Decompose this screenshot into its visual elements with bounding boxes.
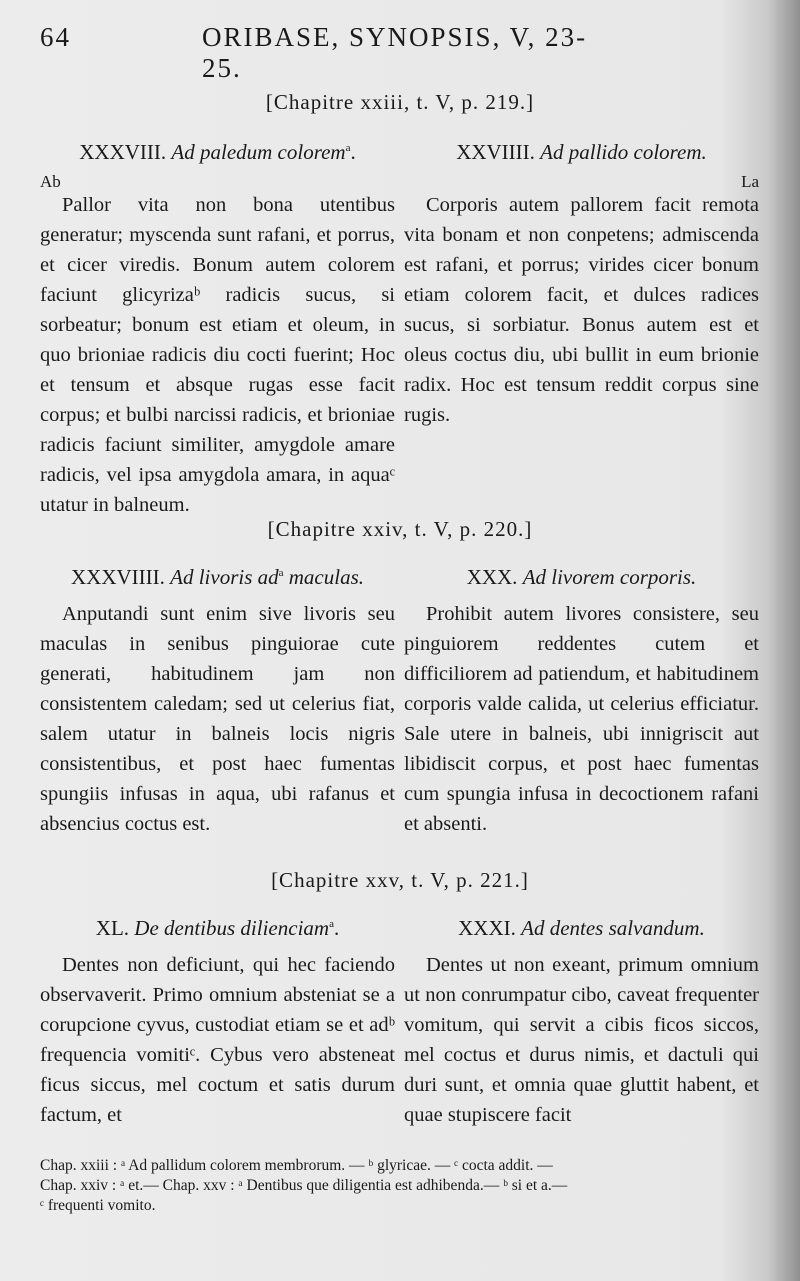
section-title: Ad pallido colorem.: [540, 140, 707, 164]
paragraph: Dentes non deficiunt, qui hec faciendo observaverit. Primo omnium absteniat se a corupcione cyvus, custodiat etiam se et adᵇ frequencia vomitiᶜ. Cybus vero absteneat ficus siccus, mel coctum et satis durum factum, et: [40, 954, 395, 1126]
footnote-line: Chap. xxiii : ᵃ Ad pallidum colorem membrorum. — ᵇ glyricae. — ᶜ cocta addit. —: [40, 1157, 553, 1174]
latin-column-left: [40, 914, 395, 1130]
section-heading: [40, 914, 395, 942]
section-number: XXXVIIII.: [70, 565, 165, 589]
latin-column-left: [40, 138, 395, 520]
latin-column-left: [40, 563, 395, 839]
paragraph: Corporis autem pallorem facit remota vita bonam et non conpetens; admiscenda est rafani, et porrus; virides cicer bonum etiam colorem facit, et dulces radices sucus, si sorbiatur. Bonus autem est et oleus coctus diu, ubi bullit in eum brionie radix. Hoc est tensum reddit corpus sine rugis.: [404, 194, 759, 426]
footnote-marker: a: [278, 567, 284, 579]
chapter-heading: [Chapitre xxiii, t. V, p. 219.]: [265, 90, 535, 114]
section-title-end: .: [333, 916, 340, 940]
manuscript-siglum: Ab: [40, 172, 61, 191]
section-heading: [404, 138, 759, 166]
section-heading: [404, 563, 759, 591]
paragraph: Prohibit autem livores consistere, seu pinguiorem reddentes cutem et difficiliorem ad patiendum, et habitudinem corporis valde calida, ut celerius efficiatur. Sale utere in balneis, ubi innigriscit aut libidiscit corpus, et post haec fumentas cum spungia infusa in decoctionem rafani et absenti.: [404, 603, 759, 835]
paragraph: Dentes ut non exeant, primum omnium ut non conrumpatur cibo, caveat frequenter vomitum, qui servit a cibis ficos siccos, mel coctus et durus nimis, et dactuli qui duri sunt, et omnia quae gluttit habent, et quae stupiscere facit: [404, 954, 759, 1126]
section-title: Ad dentes salvandum.: [521, 916, 705, 940]
section-title: Ad livorem corporis.: [522, 565, 697, 589]
paragraph: Anputandi sunt enim sive livoris seu maculas in senibus pinguiorae cute generati, habitudinem jam non consistentem caledam; sed ut celerius fiat, salem utatur in balneis locis nigris consistentibus, et post haec fumentas spungiis infusas in aqua, ubi rafanus et absencius coctus est.: [40, 603, 395, 835]
latin-column-right: [404, 138, 759, 430]
paragraph: Pallor vita non bona utentibus generatur; myscenda sunt rafani, et porrus, et cicer viredis. Bonum autem colorem faciunt glicyrizaᵇ radicis sucus, si sorbeatur; bonum est etiam et oleum, in quo brioniae radicis diu cocti fuerint; Hoc et tensum et absque rugas esse facit corpus; et bulbi narcissi radicis, et brioniae radicis faciunt similiter, amygdole amare radicis, vel ipsa amygdola amara, in aquaᶜ utatur in balneum.: [40, 194, 395, 516]
latin-column-right: [404, 914, 759, 1130]
footnote-marker: a: [345, 142, 351, 154]
section-number: XL.: [95, 916, 130, 940]
latin-column-right: [404, 563, 759, 839]
page-number: 64: [40, 22, 71, 52]
running-head: [40, 22, 600, 83]
section-title: Ad paledum colorem: [171, 140, 346, 164]
section-number: XXVIIII.: [456, 140, 535, 164]
section-heading: [40, 138, 395, 166]
manuscript-siglum: La: [741, 172, 759, 191]
section-title-end: .: [350, 140, 356, 164]
section-title-end: maculas.: [283, 565, 365, 589]
section-heading: [40, 563, 395, 591]
section-title: Ad livoris ad: [170, 565, 279, 589]
section-heading: [404, 914, 759, 942]
footnotes: [40, 1156, 760, 1216]
running-title: ORIBASE, SYNOPSIS, V, 23-25.: [202, 22, 588, 83]
chapter-heading: [Chapitre xxiv, t. V, p. 220.]: [267, 517, 533, 541]
footnote-line: Chap. xxiv : ᵃ et.— Chap. xxv : ᵃ Dentibus que diligentia est adhibenda.— ᵇ si et a.—: [40, 1177, 568, 1194]
section-number: XXXVIII.: [79, 140, 167, 164]
section-number: XXX.: [466, 565, 518, 589]
section-number: XXXI.: [458, 916, 516, 940]
chapter-heading: [Chapitre xxv, t. V, p. 221.]: [271, 868, 529, 892]
footnote-marker: a: [329, 918, 334, 930]
section-title: De dentibus dilienciam: [134, 916, 330, 940]
footnote-line: ᶜ frequenti vomito.: [40, 1197, 156, 1214]
